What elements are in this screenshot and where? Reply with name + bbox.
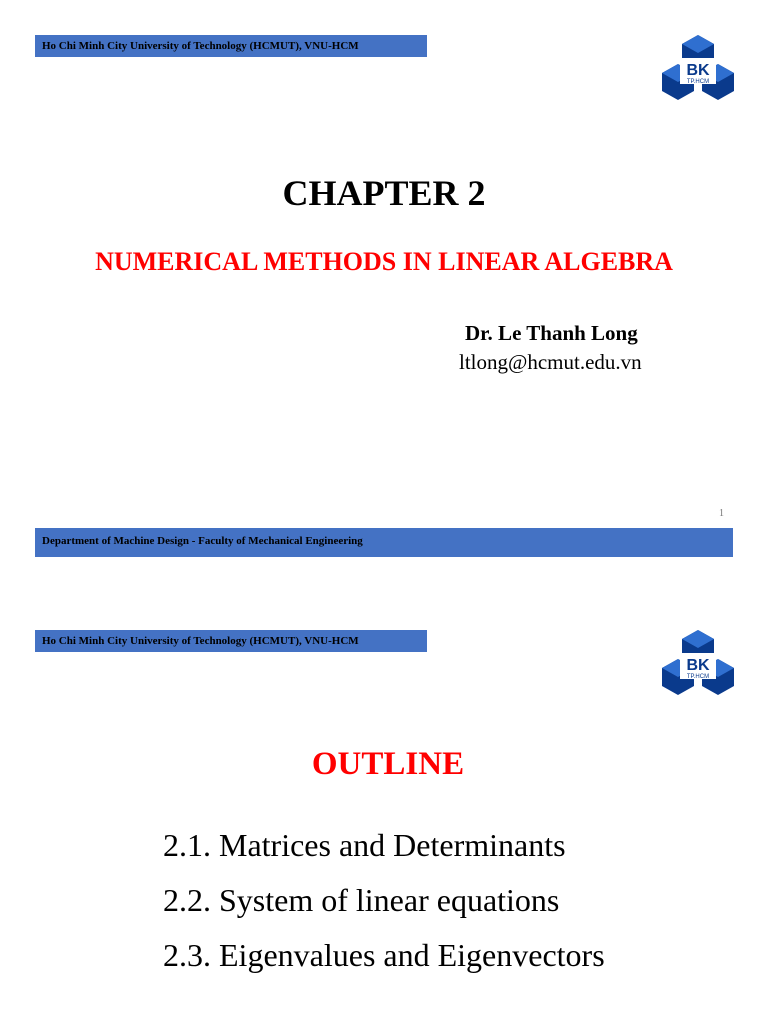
header-banner: Ho Chi Minh City University of Technology (HCMUT), VNU-HCM <box>35 35 427 57</box>
logo-main-text: BK <box>686 657 710 674</box>
outline-item: 2.3. Eigenvalues and Eigenvectors <box>163 937 605 973</box>
outline-item: 2.1. Matrices and Determinants <box>163 827 566 863</box>
bk-logo-icon <box>662 33 734 105</box>
chapter-subtitle: NUMERICAL METHODS IN LINEAR ALGEBRA <box>95 247 673 276</box>
bk-logo-icon <box>662 628 734 700</box>
page-number: 1 <box>719 508 724 519</box>
logo-sub-text: TP.HCM <box>686 79 710 85</box>
outline-title: OUTLINE <box>311 746 465 782</box>
logo-main-text: BK <box>686 62 710 79</box>
outline-list <box>163 821 605 986</box>
slide-2 <box>0 590 768 1024</box>
logo-sub-text: TP.HCM <box>686 674 710 680</box>
author-name: Dr. Le Thanh Long <box>465 321 638 345</box>
outline-item: 2.2. System of linear equations <box>163 882 560 918</box>
chapter-title: CHAPTER 2 <box>282 173 486 213</box>
header-banner: Ho Chi Minh City University of Technology (HCMUT), VNU-HCM <box>35 630 427 652</box>
author-email[interactable]: ltlong@hcmut.edu.vn <box>459 350 642 374</box>
footer-banner: Department of Machine Design - Faculty of Mechanical Engineering <box>35 528 733 557</box>
